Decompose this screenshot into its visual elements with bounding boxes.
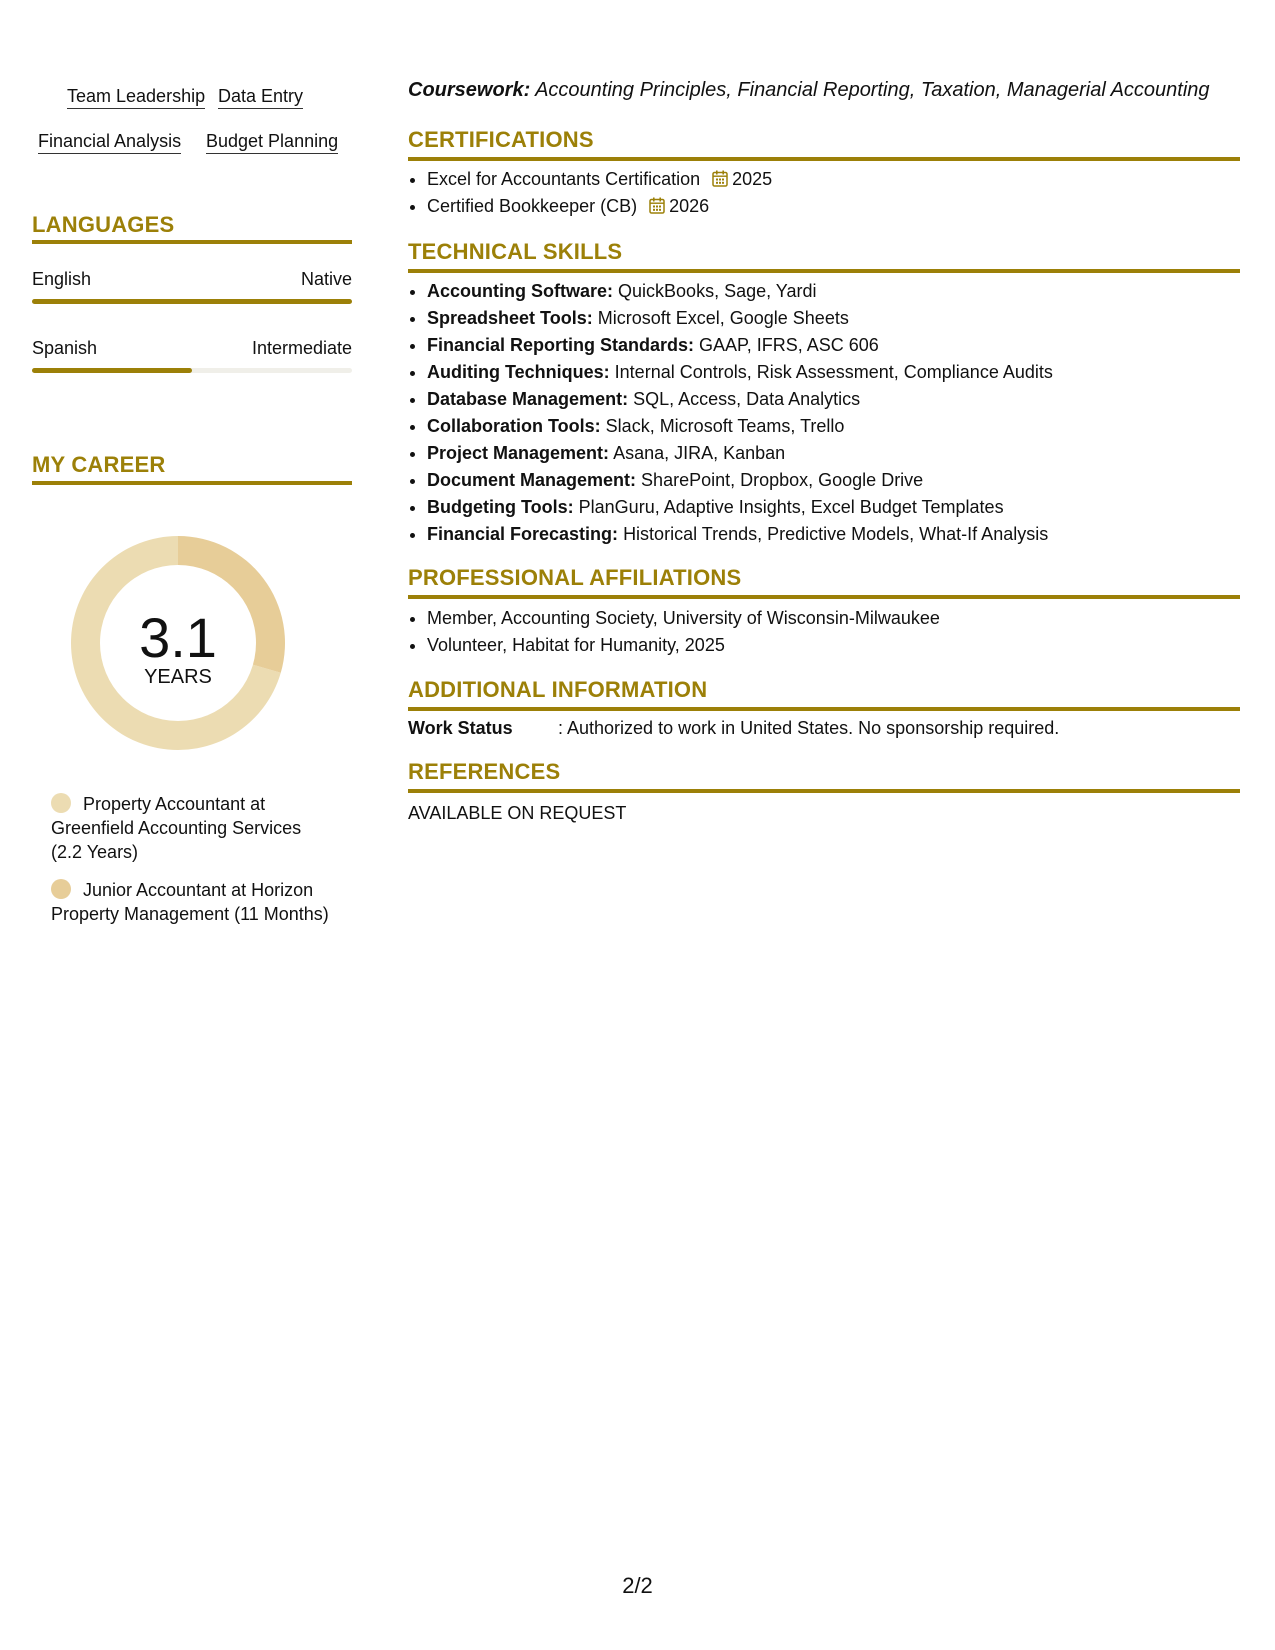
skill-label: Database Management: <box>427 389 629 409</box>
section-divider <box>408 157 1240 161</box>
skill-value: PlanGuru, Adaptive Insights, Excel Budget Templates <box>578 497 1004 517</box>
career-legend-label: Junior Accountant at Horizon Property Management (11 Months) <box>51 880 329 924</box>
skill-tag[interactable]: Data Entry <box>218 85 303 109</box>
list-item <box>427 278 1053 305</box>
certification-name: Certified Bookkeeper (CB) <box>427 196 638 216</box>
certifications-heading: CERTIFICATIONS <box>408 127 594 152</box>
affiliations-heading: PROFESSIONAL AFFILIATIONS <box>408 565 742 590</box>
skill-value: QuickBooks, Sage, Yardi <box>618 281 817 301</box>
skill-label: Auditing Techniques: <box>427 362 610 382</box>
list-item <box>427 332 1053 359</box>
section-divider <box>408 707 1240 711</box>
language-name: English <box>32 269 92 289</box>
skill-value: SharePoint, Dropbox, Google Drive <box>641 470 924 490</box>
skill-value: GAAP, IFRS, ASC 606 <box>699 335 879 355</box>
language-proficiency-fill <box>32 299 352 304</box>
list-item <box>427 166 772 193</box>
technical-skills-heading: TECHNICAL SKILLS <box>408 239 623 264</box>
list-item <box>427 521 1053 548</box>
references-text: AVAILABLE ON REQUEST <box>408 803 627 823</box>
skill-label: Budgeting Tools: <box>427 497 574 517</box>
list-item: • Member, Accounting Society, University of Wisconsin-Milwaukee <box>427 605 940 632</box>
language-proficiency-bar <box>32 299 352 304</box>
career-heading: MY CAREER <box>32 452 166 477</box>
skill-label: Spreadsheet Tools: <box>427 308 593 328</box>
page-number: 2/2 <box>622 1573 653 1598</box>
skill-label: Financial Reporting Standards: <box>427 335 695 355</box>
skill-label: Accounting Software: <box>427 281 614 301</box>
list-item <box>427 467 1053 494</box>
calendar-icon <box>649 197 665 214</box>
skill-value: SQL, Access, Data Analytics <box>633 389 861 409</box>
language-name: Spanish <box>32 338 98 358</box>
skill-value: Asana, JIRA, Kanban <box>613 443 786 463</box>
coursework-text: Accounting Principles, Financial Reporting, Taxation, Managerial Accounting <box>535 79 1210 101</box>
certification-name: Excel for Accountants Certification <box>427 169 701 189</box>
calendar-icon <box>712 170 728 187</box>
skill-tag[interactable]: Financial Analysis <box>38 130 181 154</box>
list-item <box>427 193 772 220</box>
coursework-line <box>408 79 1210 102</box>
certification-year: 2025 <box>732 169 773 189</box>
technical-skills-list <box>408 278 1053 548</box>
language-proficiency-bar <box>32 368 352 373</box>
coursework-label: Coursework: <box>408 79 531 101</box>
skill-label: Financial Forecasting: <box>427 524 619 544</box>
section-divider <box>408 789 1240 793</box>
list-item <box>427 494 1053 521</box>
skill-value: Historical Trends, Predictive Models, What-If Analysis <box>623 524 1049 544</box>
career-total-value: 3.1 <box>139 606 217 669</box>
languages-heading: LANGUAGES <box>32 212 175 237</box>
affiliations-list <box>408 605 940 659</box>
list-item <box>427 413 1053 440</box>
career-donut-chart <box>65 530 291 756</box>
skill-value: Internal Controls, Risk Assessment, Compliance Audits <box>614 362 1053 382</box>
references-heading: REFERENCES <box>408 759 561 784</box>
certifications-list <box>408 166 772 220</box>
certification-year: 2026 <box>669 196 710 216</box>
language-level: Intermediate <box>251 338 352 358</box>
section-divider <box>408 595 1240 599</box>
language-level: Native <box>300 269 352 289</box>
section-divider <box>32 240 352 244</box>
work-status-value: : Authorized to work in United States. No sponsorship required. <box>558 718 1060 738</box>
career-total-unit: YEARS <box>144 666 212 688</box>
additional-info-heading: ADDITIONAL INFORMATION <box>408 677 708 702</box>
list-item <box>427 440 1053 467</box>
career-legend-item <box>51 792 331 864</box>
list-item <box>427 305 1053 332</box>
career-legend-item <box>51 878 331 926</box>
skill-label: Document Management: <box>427 470 637 490</box>
legend-swatch <box>51 879 71 899</box>
list-item <box>427 386 1053 413</box>
section-divider <box>408 269 1240 273</box>
skill-value: Microsoft Excel, Google Sheets <box>597 308 849 328</box>
skill-tag[interactable]: Budget Planning <box>206 130 338 154</box>
list-item: • Volunteer, Habitat for Humanity, 2025 <box>427 632 940 659</box>
career-legend-label: Property Accountant at Greenfield Accounting Services (2.2 Years) <box>51 794 302 862</box>
list-item <box>427 359 1053 386</box>
skill-label: Collaboration Tools: <box>427 416 601 436</box>
legend-swatch <box>51 793 71 813</box>
language-proficiency-fill <box>32 368 192 373</box>
work-status-label: Work Status <box>408 718 513 738</box>
skill-tag[interactable]: Team Leadership <box>67 85 205 109</box>
section-divider <box>32 481 352 485</box>
skill-label: Project Management: <box>427 443 610 463</box>
skill-value: Slack, Microsoft Teams, Trello <box>605 416 845 436</box>
